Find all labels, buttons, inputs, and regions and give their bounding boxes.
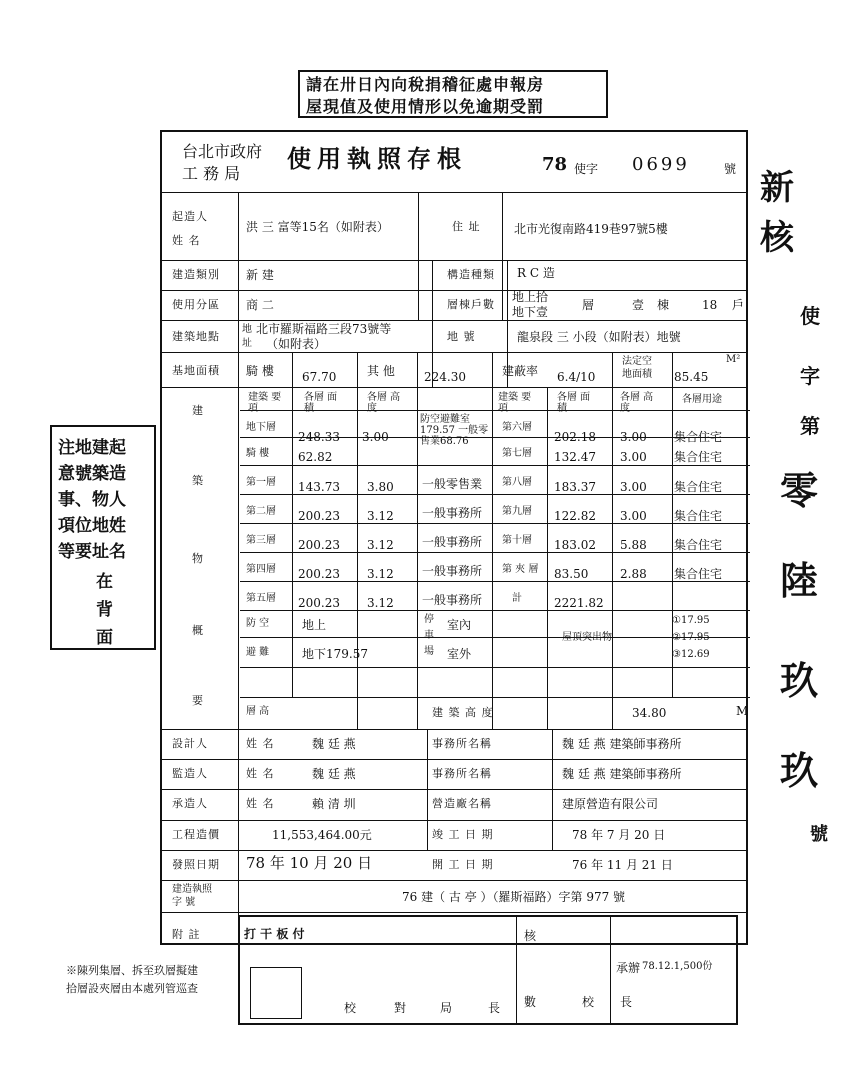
col-item: 建築 要項 (248, 392, 282, 414)
site-address: 北市羅斯福路三段73號等 (256, 322, 392, 336)
contractor-firm: 建原營造有限公司 (562, 797, 659, 811)
table-row-use: 防空避難室179.57 一般零售業68.76 (420, 414, 489, 447)
cost-value: 11,553,464.00元 (272, 828, 372, 842)
site-sub1: 地 (242, 324, 252, 335)
table-row-area: 200.23 (298, 567, 340, 581)
proof-label-2: 校 (344, 1001, 357, 1015)
dong-label: 棟 (657, 298, 670, 312)
table-row-item: 第三層 (246, 535, 276, 546)
org-name-1: 台北市政府 (182, 142, 263, 161)
supervisor-name: 魏 廷 燕 (312, 767, 356, 781)
permit-label-2: 字 號 (172, 897, 196, 908)
side-line3: 事、物人 (58, 490, 126, 510)
table-row-item: 第十層 (502, 535, 532, 546)
table-row-item: 騎 樓 (246, 448, 270, 459)
hu-count: 18 (702, 298, 718, 312)
done-date: 78 年 7 月 20 日 (572, 828, 666, 842)
shelter-above: 地上 (302, 618, 327, 632)
side-line6: 在 (96, 572, 113, 592)
cov-value: 6.4/10 (557, 370, 596, 384)
bldg-v-4: 概 (192, 624, 204, 637)
side-line2: 意號築造 (58, 464, 126, 484)
bldg-v-2: 築 (192, 474, 204, 487)
builder-label-2: 姓 名 (172, 234, 201, 247)
table-row-area: 200.23 (298, 509, 340, 523)
seal-stamp (250, 967, 302, 1019)
table-row-use: 集合住宅 (674, 567, 723, 581)
table-row-item: 地下層 (246, 422, 276, 433)
cost-label: 工程造價 (172, 828, 220, 841)
height-label: 層 高 (246, 706, 270, 717)
table-row-height: 5.88 (620, 538, 647, 552)
park-2: 車 (424, 630, 434, 641)
col-height: 各層 高度 (367, 392, 401, 414)
site-sub2: 址 (242, 338, 252, 349)
permit-hao: 號 (724, 162, 737, 176)
right-margin-notes (760, 160, 860, 920)
roof-1: ①17.95 (672, 615, 710, 626)
struct-label: 構造種類 (447, 268, 495, 281)
designer-name: 魏 廷 燕 (312, 737, 356, 751)
table-row-area: 183.02 (554, 538, 596, 552)
remarks-label: 附 註 (172, 928, 201, 941)
chief-label-2: 長 (488, 1001, 501, 1015)
table-row-height: 3.12 (367, 509, 394, 523)
start-label: 開 工 日 期 (432, 858, 494, 871)
table-row-item: 第二層 (246, 506, 276, 517)
check-label: 核 (524, 929, 537, 943)
print-count: 78.12.1,500份 (642, 961, 713, 972)
table-row-item: 第 夾 層 (502, 564, 539, 575)
bldg-v-3: 物 (192, 552, 204, 565)
designer-office-label: 事務所名稱 (432, 737, 492, 750)
footnote-line2: 拾層設夾層由本處列管巡查 (66, 982, 198, 995)
dong-count: 壹 (632, 298, 645, 312)
form-title: 使用執照存根 (287, 144, 467, 173)
permit-number: 0699 (632, 154, 690, 175)
area-label: 基地面積 (172, 364, 220, 377)
table-row-item: 第四層 (246, 564, 276, 575)
table-row-area: 2221.82 (554, 596, 604, 610)
table-row-height: 2.88 (620, 567, 647, 581)
table-row-height: 3.12 (367, 596, 394, 610)
builder-label-1: 起造人 (172, 210, 208, 223)
margin-char-5: 第 (800, 414, 820, 438)
park-indoor: 室內 (447, 618, 472, 632)
type-label: 建造類別 (172, 268, 220, 281)
hu-label: 戶 (732, 298, 745, 312)
table-row-use: 一般事務所 (422, 564, 483, 578)
footnote-line1: ※陳列集層、拆至玖層擬建 (66, 964, 198, 977)
table-row-use: 集合住宅 (674, 450, 723, 464)
cov-label: 建蔽率 (502, 364, 539, 378)
side-line8: 面 (96, 628, 113, 648)
site-label: 建築地點 (172, 330, 220, 343)
side-line4: 項位地姓 (58, 516, 126, 536)
table-row-item: 第九層 (502, 506, 532, 517)
site-address-2: （如附表） (266, 337, 327, 351)
m2-unit: M² (726, 354, 741, 365)
contractor-name: 賴 清 圳 (312, 797, 356, 811)
table-row-use: 集合住宅 (674, 480, 723, 494)
builder-addr: 北市光復南路419巷97號5樓 (514, 222, 668, 236)
side-line1: 注地建起 (58, 438, 126, 458)
dui-label: 對 (394, 1001, 407, 1015)
table-row-area: 132.47 (554, 450, 596, 464)
fu-label: 騎 樓 (246, 364, 274, 378)
table-row-use: 一般事務所 (422, 593, 483, 607)
chief-label: 長 (620, 995, 633, 1009)
side-line7: 背 (96, 600, 113, 620)
table-row-height: 3.12 (367, 538, 394, 552)
floors-above: 地上拾 (512, 290, 549, 304)
table-row-area: 143.73 (298, 480, 340, 494)
park-outdoor: 室外 (447, 647, 472, 661)
table-row-area: 200.23 (298, 596, 340, 610)
qita-value: 224.30 (424, 370, 466, 384)
designer-name-label: 姓 名 (246, 737, 275, 750)
permit-form (160, 130, 748, 945)
floors-below: 地下壹 (512, 305, 549, 319)
table-row-use: 集合住宅 (674, 538, 723, 552)
fu-value: 67.70 (302, 370, 337, 384)
stamp-text: 打 干 板 付 (244, 927, 305, 941)
table-row-use: 集合住宅 (674, 509, 723, 523)
table-row-item: 第一層 (246, 477, 276, 488)
zone-label: 使用分區 (172, 298, 220, 311)
col-item-2: 建築 要項 (498, 392, 532, 414)
col-use-2: 各層用途 (682, 394, 722, 405)
table-row-height: 3.00 (620, 450, 647, 464)
table-row-height: 3.12 (367, 567, 394, 581)
table-row-use: 一般事務所 (422, 535, 483, 549)
table-row-area: 183.37 (554, 480, 596, 494)
table-row-area: 248.33 (298, 430, 340, 444)
permit-word: 使字 (574, 162, 599, 176)
notice-box (298, 70, 608, 118)
floors-label: 層棟戶數 (447, 298, 495, 311)
handler-label: 承辦 (616, 961, 641, 975)
shelter-label-2: 避 難 (246, 647, 270, 658)
open-value: 85.45 (674, 370, 709, 384)
margin-char-8: 玖 (780, 658, 819, 703)
lot-label: 地 號 (447, 330, 476, 343)
start-date: 76 年 11 月 21 日 (572, 858, 673, 872)
table-row-area: 62.82 (298, 450, 333, 464)
contractor-firm-label: 營造廠名稱 (432, 797, 492, 810)
roof-label: 屋頂突出物 (562, 632, 612, 643)
designer-office: 魏 廷 燕 建築師事務所 (562, 737, 682, 751)
open-label-1: 法定空 (622, 356, 652, 367)
side-line5: 等要址名 (58, 542, 126, 562)
roof-2: ②17.95 (672, 632, 710, 643)
table-row-item: 第七層 (502, 448, 532, 459)
table-row-use: 一般零售業 (422, 477, 483, 491)
table-row-area: 202.18 (554, 430, 596, 444)
bldg-v-1: 建 (192, 404, 204, 417)
table-row-height: 3.00 (620, 509, 647, 523)
notice-line2: 屋現值及使用情形以免逾期受罰 (306, 97, 545, 116)
park-3: 場 (424, 646, 434, 657)
contractor-name-label: 姓 名 (246, 797, 275, 810)
margin-char-3: 使 (800, 304, 820, 328)
col-height-2: 各層 高度 (620, 392, 654, 414)
table-row-item: 計 (512, 593, 522, 604)
table-row-area: 122.82 (554, 509, 596, 523)
notice-line1: 請在卅日內向稅捐稽征處申報房 (306, 75, 545, 94)
type-value: 新 建 (246, 268, 274, 282)
table-row-height: 3.80 (367, 480, 394, 494)
shelter-below: 地下179.57 (302, 647, 368, 661)
margin-char-9: 玖 (780, 748, 819, 793)
table-row-item: 第六層 (502, 422, 532, 433)
bh-unit: M (736, 704, 749, 718)
shelter-label-1: 防 空 (246, 618, 270, 629)
open-label-2: 地面積 (622, 369, 652, 380)
table-row-area: 83.50 (554, 567, 589, 581)
contractor-label: 承造人 (172, 797, 208, 810)
bh-label: 建 築 高 度 (432, 706, 494, 719)
permit-year: 78 (542, 154, 568, 175)
issue-date: 78 年 10 月 20 日 (246, 854, 373, 872)
qita-label: 其 他 (367, 364, 395, 378)
table-row-area: 200.23 (298, 538, 340, 552)
permit-value: 76 建（ 古 亭 ）（羅斯福路）字第 977 號 (402, 890, 626, 904)
park-1: 停 (424, 614, 434, 625)
bh-value: 34.80 (632, 706, 667, 720)
builder-addr-label: 住 址 (452, 220, 481, 233)
struct-value: R C 造 (517, 266, 555, 280)
org-name-2: 工 務 局 (182, 164, 241, 183)
designer-label: 設計人 (172, 737, 208, 750)
side-note (50, 425, 156, 650)
lot-value: 龍泉段 三 小段（如附表）地號 (517, 330, 681, 344)
table-row-use: 一般事務所 (422, 506, 483, 520)
margin-char-10: 號 (810, 824, 828, 845)
table-row-item: 第八層 (502, 477, 532, 488)
floors-ceng: 層 (582, 298, 595, 312)
done-label: 竣 工 日 期 (432, 828, 494, 841)
permit-label-1: 建造執照 (172, 884, 212, 895)
col-area: 各層 面積 (304, 392, 338, 414)
margin-char-1: 新 (760, 168, 794, 208)
margin-char-7: 陸 (780, 558, 819, 603)
proof-label: 校 (582, 995, 595, 1009)
table-row-height: 3.00 (620, 480, 647, 494)
supervisor-name-label: 姓 名 (246, 767, 275, 780)
margin-char-6: 零 (780, 468, 819, 513)
bureau-label: 局 (440, 1001, 453, 1015)
table-row-height: 3.00 (362, 430, 389, 444)
supervisor-label: 監造人 (172, 767, 208, 780)
table-row-height: 3.00 (620, 430, 647, 444)
count-label: 數 (524, 995, 537, 1009)
builder-name: 洪 三 富等15名（如附表） (246, 220, 389, 234)
zone-value: 商 二 (246, 298, 274, 312)
margin-char-4: 字 (800, 364, 820, 388)
footnote (66, 962, 198, 998)
margin-char-2: 核 (760, 218, 794, 258)
issue-label: 發照日期 (172, 858, 220, 871)
bldg-v-5: 要 (192, 694, 204, 707)
supervisor-office-label: 事務所名稱 (432, 767, 492, 780)
table-row-use: 集合住宅 (674, 430, 723, 444)
approval-stamps (238, 915, 738, 1025)
roof-3: ③12.69 (672, 649, 710, 660)
col-area-2: 各層 面積 (557, 392, 591, 414)
table-row-item: 第五層 (246, 593, 276, 604)
supervisor-office: 魏 廷 燕 建築師事務所 (562, 767, 682, 781)
